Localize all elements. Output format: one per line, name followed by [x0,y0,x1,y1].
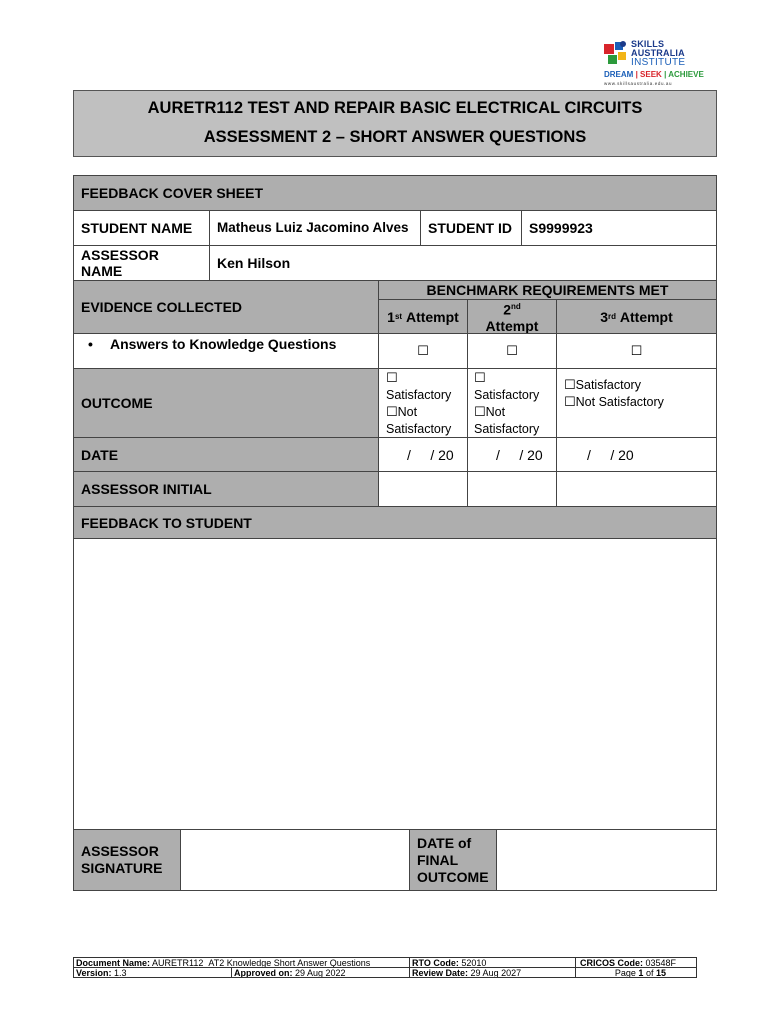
evidence-checkbox-attempt-2[interactable]: ☐ [467,333,557,369]
document-title: AURETR112 TEST AND REPAIR BASIC ELECTRICAL CIRCUITS [147,99,643,117]
footer-approved-on: Approved on: 29 Aug 2022 [231,967,410,978]
student-id-label: STUDENT ID [420,210,522,246]
assessor-initial-attempt-2[interactable] [467,471,557,507]
bullet-icon: • [88,336,93,352]
document-title-block [73,90,717,157]
date-label: DATE [73,437,379,472]
benchmark-requirements-label: BENCHMARK REQUIREMENTS MET [378,280,717,300]
assessor-signature-label: ASSESSOR SIGNATURE [73,829,181,891]
figure-logo-icon [604,40,630,66]
logo-tagline: DREAM | SEEK | ACHIEVE [604,70,704,79]
not-satisfactory-checkbox-1[interactable]: ☐ [386,405,398,420]
feedback-cover-sheet-header: FEEDBACK COVER SHEET [73,175,717,211]
final-outcome-date-field[interactable] [496,829,717,891]
footer-cricos-code: CRICOS Code: 03548F [575,957,697,968]
date-attempt-2[interactable]: / / 20 [467,437,557,472]
feedback-cover-sheet-table [73,175,717,891]
attempt-2-header: 2nd Attempt [467,299,557,334]
outcome-attempt-1: ☐ Satisfactory ☐Not Satisfactory [378,368,468,438]
document-footer [73,957,697,979]
outcome-label: OUTCOME [73,368,379,438]
assessor-name-value[interactable]: Ken Hilson [209,245,717,281]
footer-document-name: Document Name: AURETR112_AT2 Knowledge Short Answer Questions [73,957,410,968]
assessor-initial-label: ASSESSOR INITIAL [73,471,379,507]
not-satisfactory-checkbox-2[interactable]: ☐ [474,405,486,420]
date-attempt-1[interactable]: / / 20 [378,437,468,472]
final-outcome-date-label: DATE of FINAL OUTCOME [409,829,497,891]
evidence-item-label: Answers to Knowledge Questions [110,336,337,352]
feedback-to-student-label: FEEDBACK TO STUDENT [73,506,717,539]
tagline-achieve: ACHIEVE [668,70,704,79]
assessor-signature-field[interactable] [180,829,410,891]
student-id-value[interactable]: S9999923 [521,210,717,246]
institute-logo [604,38,704,90]
footer-version: Version: 1.3 [73,967,232,978]
attempt-3-header: 3 rd Attempt [556,299,717,334]
not-satisfactory-checkbox-3[interactable]: ☐ [564,395,576,410]
date-attempt-3[interactable]: / / 20 [556,437,717,472]
evidence-item [73,333,379,369]
evidence-checkbox-attempt-1[interactable]: ☐ [378,333,468,369]
tagline-dream: DREAM [604,70,634,79]
student-name-label: STUDENT NAME [73,210,210,246]
assessor-initial-attempt-1[interactable] [378,471,468,507]
student-name-value[interactable]: Matheus Luiz Jacomino Alves [209,210,421,246]
logo-brand-line3: INSTITUTE [631,57,686,68]
satisfactory-checkbox-2[interactable]: ☐ [474,371,486,386]
evidence-checkbox-attempt-3[interactable]: ☐ [556,333,717,369]
satisfactory-checkbox-3[interactable]: ☐ [564,378,576,393]
footer-review-date: Review Date: 29 Aug 2027 [409,967,576,978]
outcome-attempt-2: ☐ Satisfactory ☐Not Satisfactory [467,368,557,438]
assessor-name-label: ASSESSOR NAME [73,245,210,281]
assessor-initial-attempt-3[interactable] [556,471,717,507]
logo-brand-line1: SKILLS [631,39,665,49]
logo-brand-line2: AUSTRALIA [631,48,685,58]
feedback-to-student-area[interactable] [73,538,717,830]
footer-page-number: Page 1 of 15 [575,967,697,978]
outcome-attempt-3: ☐Satisfactory ☐Not Satisfactory [556,368,717,438]
tagline-seek: SEEK [640,70,662,79]
satisfactory-checkbox-1[interactable]: ☐ [386,371,398,386]
attempt-1-header: 1 st Attempt [378,299,468,334]
document-subtitle: ASSESSMENT 2 – SHORT ANSWER QUESTIONS [203,128,587,146]
logo-url: www.skillsaustralia.edu.au [604,81,673,86]
evidence-collected-label: EVIDENCE COLLECTED [73,280,379,334]
footer-rto-code: RTO Code: 52010 [409,957,576,968]
